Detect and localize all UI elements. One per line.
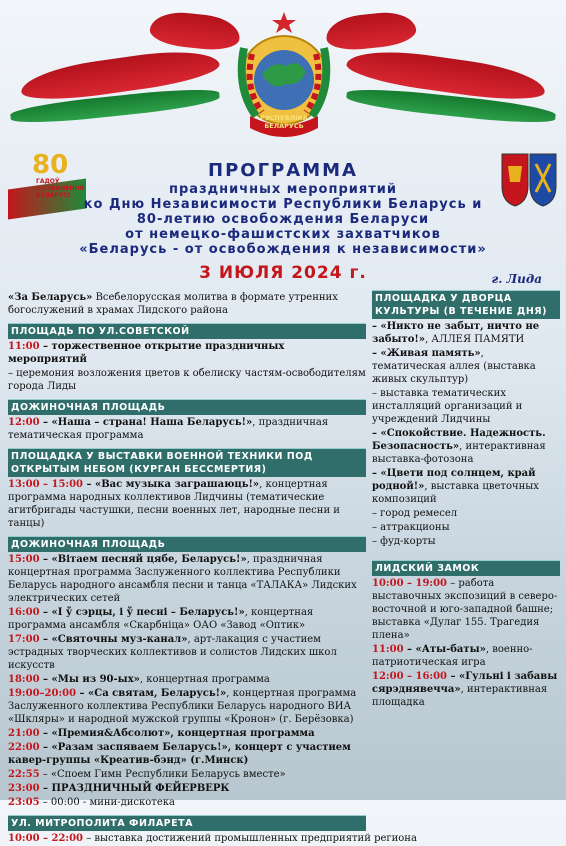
list-item: 10:00 – 19:00 – работа выставочных экспозиций в северо-восточной и юго-западной башне; выставка «Дулаг 155. Трагедия плена» bbox=[372, 578, 558, 641]
logo-80-line2: ВЫЗВАЛЕННЯ bbox=[36, 185, 85, 192]
city-label: г. Лида bbox=[491, 272, 542, 286]
list-item: – церемония возложения цветов к обелиску частям-освободителям города Лиды bbox=[8, 368, 366, 392]
list-item: 22:00 – «Разам заспяваем Беларусь!», концерт с участием кавер-группы «Креатив-бэнд» (г.Минск) bbox=[8, 742, 351, 766]
program-title bbox=[0, 160, 566, 283]
emblem-ribbon-text: РЭСПУБЛІКА БЕЛАРУСЬ bbox=[260, 114, 308, 130]
section-title-dozhinochnaya-1: ДОЖИНОЧНАЯ ПЛОЩАДЬ bbox=[8, 399, 366, 415]
list-item: – фуд-корты bbox=[372, 536, 436, 547]
list-item: – «Цвети под солнцем, край родной!», выставка цветочных композиций bbox=[372, 468, 539, 505]
list-item: 23:00 – ПРАЗДНИЧНЫЙ ФЕЙЕРВЕРК bbox=[8, 783, 230, 794]
list-item: 12:00 – «Наша – страна! Наша Беларусь!», праздничная тематическая программа bbox=[8, 417, 329, 441]
list-item: 12:00 – 16:00 – «Гульні і забавы сярэднявечча», интерактивная площадка bbox=[372, 671, 558, 708]
list-item: 18:00 – «Мы из 90-ых», концертная программа bbox=[8, 674, 270, 685]
list-item: – «Живая память», тематическая аллея (выставка живых скульптур) bbox=[372, 348, 536, 385]
logo-80-line3: БЕЛАРУСІ bbox=[36, 192, 70, 199]
title-line6: «Беларусь - от освобождения к независимости» bbox=[79, 242, 487, 257]
list-item: – «Никто не забыт, ничто не забыто!», АЛЛЕЯ ПАМЯТИ bbox=[372, 321, 540, 345]
list-item: 11:00 – «Аты-баты», военно-патриотическая игра bbox=[372, 644, 533, 668]
section-title-lidskiy-zamok: ЛИДСКИЙ ЗАМОК bbox=[372, 560, 560, 576]
title-line4: 80-летию освобождения Беларуси bbox=[136, 212, 430, 227]
section-title-filareta: УЛ. МИТРОПОЛИТА ФИЛАРЕТА bbox=[8, 815, 366, 831]
title-line2: праздничных мероприятий bbox=[169, 182, 397, 197]
list-item: – выставка тематических инсталляций организаций и учреждений Лидчины bbox=[372, 388, 523, 425]
list-item: 23:05 – 00:00 - мини-дискотека bbox=[8, 797, 175, 808]
title-line5: от немецко-фашистских захватчиков bbox=[125, 227, 441, 242]
section-title-dozhinochnaya-2: ДОЖИНОЧНАЯ ПЛОЩАДЬ bbox=[8, 536, 366, 552]
list-item: 21:00 – «Премия&Абсолют», концертная программа bbox=[8, 728, 315, 739]
list-item: – город ремесел bbox=[372, 508, 458, 519]
list-item: 11:00 – торжественное открытие праздничных мероприятий bbox=[8, 341, 285, 365]
intro-item: «За Беларусь» Всебелорусская молитва в формате утренних богослужений в храмах Лидского района bbox=[8, 292, 338, 316]
list-item: 16:00 – «І ў сэрцы, і ў песні – Беларусь!», концертная программа ансамбля «Скарбніца» ОАО «Завод «Оптик» bbox=[8, 607, 314, 631]
section-title-sovetskaya: ПЛОЩАДЬ ПО УЛ.СОВЕТСКОЙ bbox=[8, 323, 366, 339]
list-item: 22:55 – «Споем Гимн Республики Беларусь вместе» bbox=[8, 769, 286, 780]
title-line1: ПРОГРАММА bbox=[208, 160, 358, 181]
list-item: 10:00 – 22:00 – выставка достижений промышленных предприятий региона bbox=[8, 833, 417, 844]
event-date: 3 ИЮЛЯ 2024 г. bbox=[199, 263, 367, 283]
list-item: 17:00 – «Святочны муз-канал», арт-лакация с участием эстрадных творческих коллективов и солистов Лидских школ искусств bbox=[8, 634, 337, 671]
title-line3: ко Дню Независимости Республики Беларусь и bbox=[83, 197, 483, 212]
section-title-dvorets-kultury: ПЛОЩАДКА У ДВОРЦА КУЛЬТУРЫ (В ТЕЧЕНИЕ ДНЯ) bbox=[372, 290, 560, 319]
list-item: – аттракционы bbox=[372, 522, 450, 533]
section-title-kurgan: ПЛОЩАДКА У ВЫСТАВКИ ВОЕННОЙ ТЕХНИКИ ПОД ОТКРЫТЫМ НЕБОМ (КУРГАН БЕССМЕРТИЯ) bbox=[8, 448, 366, 477]
logo-80-line1: ГАДОЎ bbox=[36, 178, 60, 185]
right-column bbox=[372, 290, 560, 710]
list-item: 19:00–20:00 – «Са святам, Беларусь!», концертная программа Заслуженного коллектива Республики Беларусь народного ВИА «Шкляры» и народной мужской группы «Кронон» (г. Берёзовка) bbox=[8, 688, 357, 725]
logo-80-number: 80 bbox=[32, 150, 69, 180]
list-item: 13:00 – 15:00 – «Вас музыка заграшаюць!», концертная программа народных коллективов Лидчины (тематические агитбригады частушки, песни военных лет, народные песни и танцы) bbox=[8, 479, 340, 529]
header-banner bbox=[0, 0, 566, 152]
list-item: 15:00 – «Вітаем песняй цябе, Беларусь!», праздничная концертная программа Заслуженного коллектива Республики Беларусь народного ансамбля песни и танца «ТАЛАКА» Лидских электрических сетей bbox=[8, 554, 357, 604]
list-item: – «Спокойствие. Надежность. Безопасность», интерактивная выставка-фотозона bbox=[372, 428, 546, 465]
